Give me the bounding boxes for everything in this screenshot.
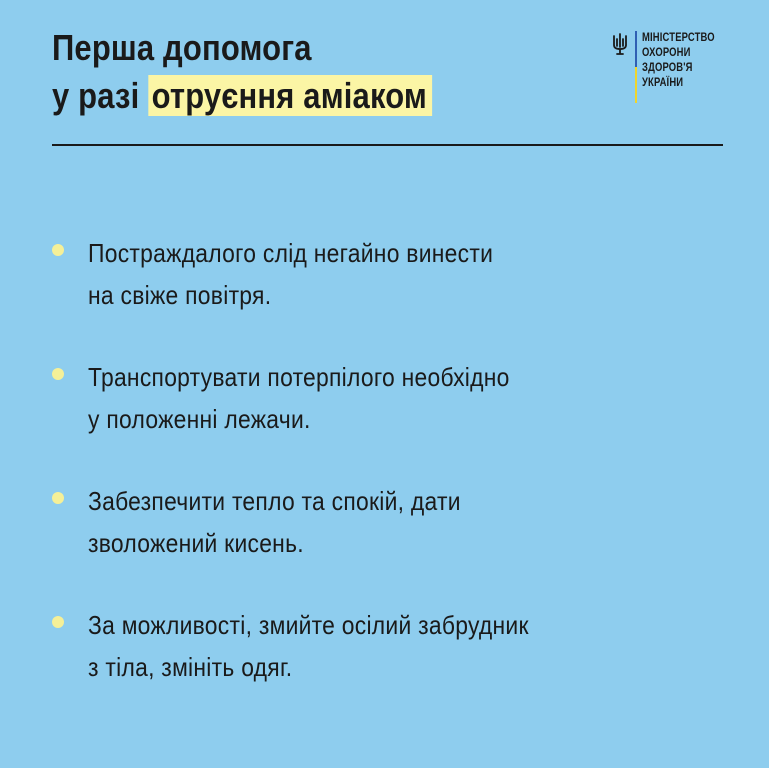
list-item-text xyxy=(88,604,529,688)
list-item-line: на свіже повітря. xyxy=(88,280,272,310)
list-item-line: Транспортувати потерпілого необхідно xyxy=(88,362,510,392)
title-line-1: Перша допомога xyxy=(52,27,312,68)
logo-divider xyxy=(635,31,637,103)
list-item-text xyxy=(88,232,493,316)
list-item-text xyxy=(88,480,461,564)
logo-line-4: УКРАЇНИ xyxy=(642,77,684,89)
logo-line-3: ЗДОРОВ'Я xyxy=(642,62,693,74)
list-item-line: у положенні лежачи. xyxy=(88,404,311,434)
list-item-line: За можливості, змийте осілий забрудник xyxy=(88,610,529,640)
header-divider xyxy=(52,144,723,146)
logo-line-1: МІНІСТЕРСТВО xyxy=(642,32,715,44)
bullet-icon xyxy=(52,244,64,256)
list-item-line: Забезпечити тепло та спокій, дати xyxy=(88,486,461,516)
bullet-icon xyxy=(52,616,64,628)
bullet-icon xyxy=(52,492,64,504)
list-item-line: з тіла, змініть одяг. xyxy=(88,652,293,682)
logo-line-2: ОХОРОНИ xyxy=(642,47,691,59)
title-highlight: отруєння аміаком xyxy=(148,75,432,116)
trident-icon xyxy=(612,33,628,55)
ministry-logo xyxy=(612,31,731,103)
list-item-text xyxy=(88,356,510,440)
list-item-line: Постраждалого слід негайно винести xyxy=(88,238,494,268)
bullet-icon xyxy=(52,368,64,380)
logo-text xyxy=(642,31,715,91)
title-line-2 xyxy=(52,72,432,120)
page-title xyxy=(52,24,432,120)
title-prefix: у разі xyxy=(52,75,140,116)
list-item-line: зволожений кисень. xyxy=(88,528,304,558)
